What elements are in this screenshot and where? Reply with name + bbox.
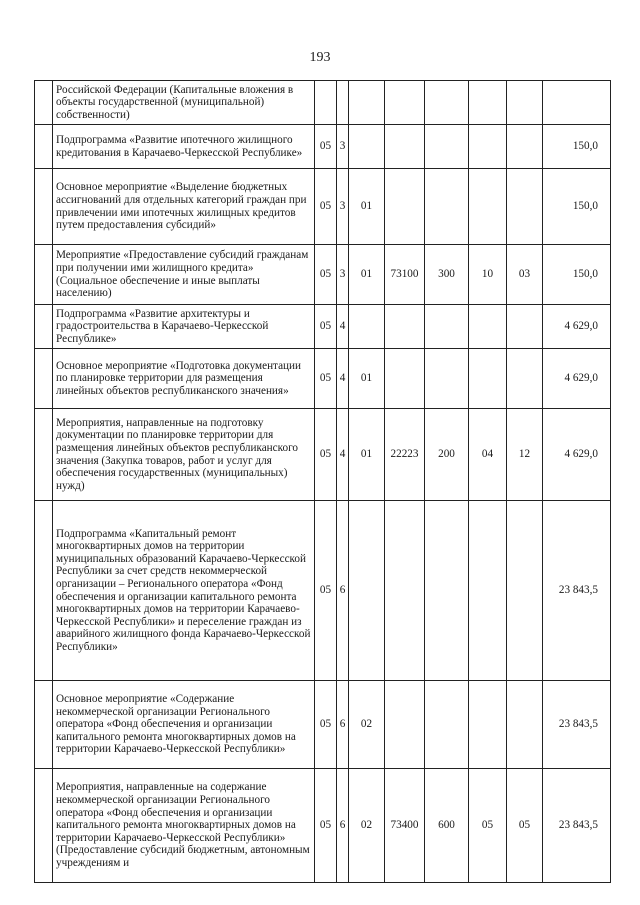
subsection-code-cell: 6 (337, 681, 349, 769)
row-name-cell: Российской Федерации (Капитальные вложения в объекты государственной (муниципальной) собственности) (53, 81, 315, 125)
subfunction-code-cell (507, 81, 543, 125)
expense-type-cell: 300 (425, 245, 469, 305)
function-code-cell (469, 125, 507, 169)
subfunction-code-cell (507, 169, 543, 245)
expense-type-cell (425, 125, 469, 169)
expense-type-cell: 600 (425, 769, 469, 883)
program-code-cell (349, 81, 385, 125)
table-row (35, 501, 611, 681)
function-code-cell (469, 349, 507, 409)
program-code-cell (349, 125, 385, 169)
section-code-cell: 05 (315, 169, 337, 245)
program-code-cell: 02 (349, 769, 385, 883)
table-row (35, 245, 611, 305)
subsection-code-cell: 4 (337, 409, 349, 501)
direction-code-cell (385, 125, 425, 169)
program-code-cell (349, 305, 385, 349)
section-code-cell: 05 (315, 769, 337, 883)
row-number-cell (35, 769, 53, 883)
subfunction-code-cell: 05 (507, 769, 543, 883)
table-row (35, 169, 611, 245)
row-name-cell: Подпрограмма «Развитие ипотечного жилищного кредитования в Карачаево-Черкесской Республике» (53, 125, 315, 169)
expense-type-cell (425, 81, 469, 125)
direction-code-cell (385, 681, 425, 769)
amount-cell: 23 843,5 (543, 501, 611, 681)
subfunction-code-cell: 03 (507, 245, 543, 305)
table-row (35, 409, 611, 501)
row-name-cell: Основное мероприятие «Содержание некоммерческой организации Регионального оператора «Фонд обеспечения и организации капитального ремонта многоквартирных домов на территории Карачаево-Черкесской Республики» (53, 681, 315, 769)
amount-cell: 150,0 (543, 125, 611, 169)
amount-cell: 4 629,0 (543, 409, 611, 501)
row-number-cell (35, 81, 53, 125)
amount-cell (543, 81, 611, 125)
section-code-cell: 05 (315, 349, 337, 409)
subsection-code-cell: 4 (337, 305, 349, 349)
direction-code-cell: 22223 (385, 409, 425, 501)
row-number-cell (35, 169, 53, 245)
program-code-cell: 01 (349, 349, 385, 409)
row-name-cell: Подпрограмма «Развитие архитектуры и градостроительства в Карачаево-Черкесской Республике» (53, 305, 315, 349)
row-name-cell: Мероприятие «Предоставление субсидий гражданам при получении ими жилищного кредита» (Социальное обеспечение и иные выплаты населению) (53, 245, 315, 305)
table-row (35, 81, 611, 125)
program-code-cell: 01 (349, 169, 385, 245)
function-code-cell (469, 501, 507, 681)
subsection-code-cell: 6 (337, 501, 349, 681)
expense-type-cell: 200 (425, 409, 469, 501)
amount-cell: 23 843,5 (543, 769, 611, 883)
amount-cell: 4 629,0 (543, 349, 611, 409)
subfunction-code-cell (507, 125, 543, 169)
row-number-cell (35, 409, 53, 501)
row-number-cell (35, 245, 53, 305)
amount-cell: 150,0 (543, 169, 611, 245)
subfunction-code-cell (507, 349, 543, 409)
section-code-cell: 05 (315, 125, 337, 169)
subfunction-code-cell (507, 305, 543, 349)
expense-type-cell (425, 349, 469, 409)
subsection-code-cell: 6 (337, 769, 349, 883)
table-row (35, 349, 611, 409)
direction-code-cell (385, 169, 425, 245)
subsection-code-cell (337, 81, 349, 125)
direction-code-cell: 73400 (385, 769, 425, 883)
direction-code-cell (385, 349, 425, 409)
section-code-cell (315, 81, 337, 125)
function-code-cell (469, 81, 507, 125)
function-code-cell (469, 305, 507, 349)
expense-type-cell (425, 169, 469, 245)
program-code-cell: 01 (349, 245, 385, 305)
program-code-cell (349, 501, 385, 681)
page-number: 193 (309, 50, 331, 65)
expense-type-cell (425, 501, 469, 681)
section-code-cell: 05 (315, 681, 337, 769)
row-name-cell: Основное мероприятие «Подготовка документации по планировке территории для размещения линейных объектов республиканского значения» (53, 349, 315, 409)
row-name-cell: Основное мероприятие «Выделение бюджетных ассигнований для отдельных категорий граждан при привлечении ими ипотечных жилищных кредитов путем предоставления субсидий» (53, 169, 315, 245)
amount-cell: 150,0 (543, 245, 611, 305)
row-number-cell (35, 681, 53, 769)
subsection-code-cell: 3 (337, 125, 349, 169)
section-code-cell: 05 (315, 501, 337, 681)
expense-type-cell (425, 681, 469, 769)
table-row (35, 305, 611, 349)
table-row (35, 125, 611, 169)
function-code-cell (469, 681, 507, 769)
budget-table (34, 80, 611, 883)
table-row (35, 681, 611, 769)
function-code-cell: 04 (469, 409, 507, 501)
row-number-cell (35, 349, 53, 409)
subsection-code-cell: 4 (337, 349, 349, 409)
row-number-cell (35, 501, 53, 681)
row-number-cell (35, 125, 53, 169)
section-code-cell: 05 (315, 409, 337, 501)
function-code-cell: 10 (469, 245, 507, 305)
direction-code-cell: 73100 (385, 245, 425, 305)
row-name-cell: Подпрограмма «Капитальный ремонт многоквартирных домов на территории муниципальных образований Карачаево-Черкесской Республики за счет средств некоммерческой организации – Регионального оператора «Фонд обеспечения и организации капитального ремонта многоквартирных домов на территории Карачаево-Черкесской Республики» и переселение граждан из аварийного жилищного фонда Карачаево-Черкесской Республики» (53, 501, 315, 681)
function-code-cell: 05 (469, 769, 507, 883)
row-name-cell: Мероприятия, направленные на подготовку документации по планировке территории для размещения линейных объектов республиканского значения (Закупка товаров, работ и услуг для обеспечения государственных (муниципальных) нужд) (53, 409, 315, 501)
subsection-code-cell: 3 (337, 245, 349, 305)
section-code-cell: 05 (315, 305, 337, 349)
direction-code-cell (385, 81, 425, 125)
program-code-cell: 02 (349, 681, 385, 769)
subfunction-code-cell (507, 681, 543, 769)
amount-cell: 4 629,0 (543, 305, 611, 349)
program-code-cell: 01 (349, 409, 385, 501)
table-row (35, 769, 611, 883)
row-number-cell (35, 305, 53, 349)
function-code-cell (469, 169, 507, 245)
subsection-code-cell: 3 (337, 169, 349, 245)
subfunction-code-cell (507, 501, 543, 681)
subfunction-code-cell: 12 (507, 409, 543, 501)
direction-code-cell (385, 305, 425, 349)
amount-cell: 23 843,5 (543, 681, 611, 769)
section-code-cell: 05 (315, 245, 337, 305)
direction-code-cell (385, 501, 425, 681)
expense-type-cell (425, 305, 469, 349)
row-name-cell: Мероприятия, направленные на содержание некоммерческой организации Регионального оператора «Фонд обеспечения и организации капитального ремонта многоквартирных домов на территории Карачаево-Черкесской Республики» (Предоставление субсидий бюджетным, автономным учреждениям и (53, 769, 315, 883)
budget-table-body (35, 81, 611, 883)
